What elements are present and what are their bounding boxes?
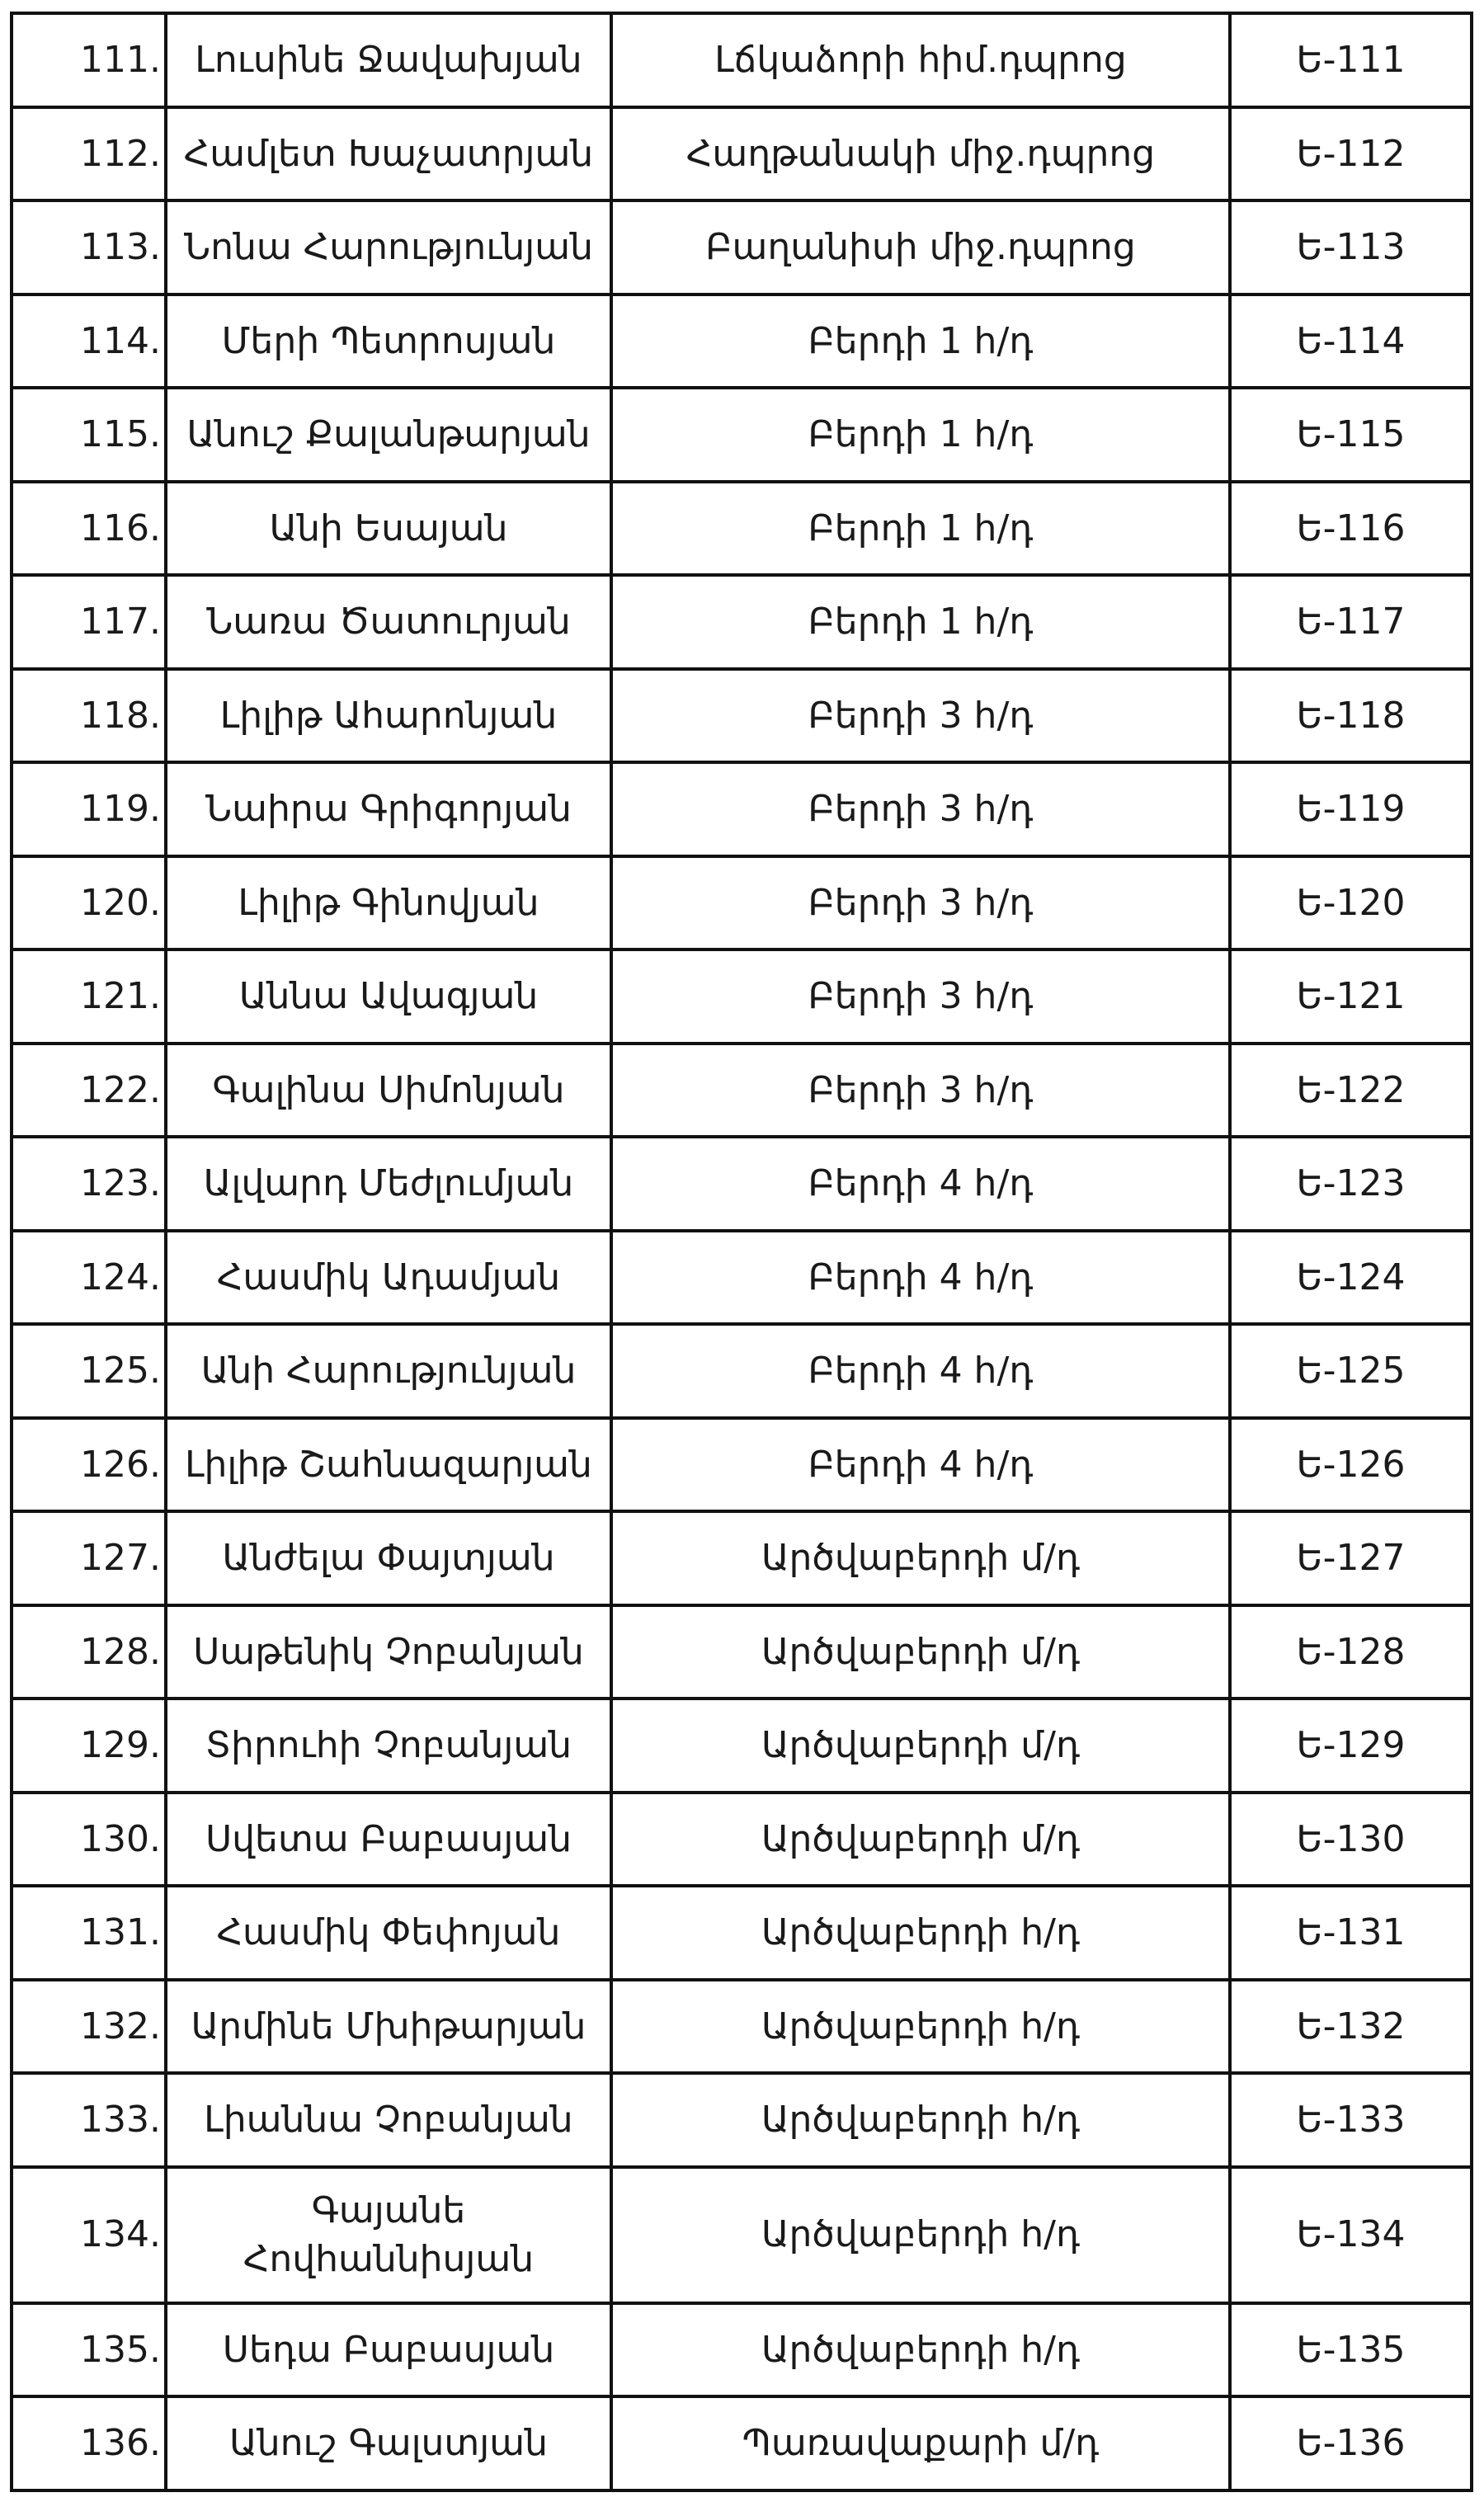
code-cell: Ե-116: [1230, 482, 1472, 576]
full-name-cell: Ալվարդ Մեժլումյան: [166, 1137, 611, 1231]
table-row: [12, 575, 1472, 669]
table-row: [12, 200, 1472, 294]
table-row: [12, 1418, 1472, 1512]
code-cell: Ե-126: [1230, 1418, 1472, 1512]
code-cell: Ե-119: [1230, 762, 1472, 856]
table-row: [12, 1137, 1472, 1231]
row-number-cell: 125.: [12, 1324, 166, 1418]
school-cell: Արծվաբերդի մ/դ: [611, 1605, 1230, 1699]
row-number-cell: 114.: [12, 294, 166, 389]
row-number-cell: 112.: [12, 107, 166, 201]
row-number-cell: 131.: [12, 1886, 166, 1980]
table-row: [12, 1231, 1472, 1325]
code-cell: Ե-134: [1230, 2167, 1472, 2303]
school-cell: Բերդի 4 հ/դ: [611, 1231, 1230, 1325]
code-cell: Ե-112: [1230, 107, 1472, 201]
full-name-cell: Սաթենիկ Չոբանյան: [166, 1605, 611, 1699]
table-row: [12, 482, 1472, 576]
row-number-cell: 126.: [12, 1418, 166, 1512]
row-number-cell: 120.: [12, 856, 166, 950]
full-name-cell: Սվետա Բաբասյան: [166, 1793, 611, 1887]
school-cell: Բերդի 1 հ/դ: [611, 388, 1230, 482]
row-number-cell: 127.: [12, 1511, 166, 1605]
full-name-cell: Լիաննա Չոբանյան: [166, 2073, 611, 2167]
school-cell: Արծվաբերդի հ/դ: [611, 2167, 1230, 2303]
school-cell: Բերդի 1 հ/դ: [611, 294, 1230, 389]
code-cell: Ե-111: [1230, 13, 1472, 107]
table-row: [12, 2167, 1472, 2303]
table-row: [12, 1886, 1472, 1980]
table-row: [12, 294, 1472, 389]
school-cell: Արծվաբերդի մ/դ: [611, 1793, 1230, 1887]
full-name-cell: Նոնա Հարությունյան: [166, 200, 611, 294]
table-row: [12, 949, 1472, 1044]
code-cell: Ե-123: [1230, 1137, 1472, 1231]
school-cell: Արծվաբերդի մ/դ: [611, 1699, 1230, 1793]
row-number-cell: 124.: [12, 1231, 166, 1325]
full-name-cell: Լիլիթ Գինովյան: [166, 856, 611, 950]
table-row: [12, 669, 1472, 763]
school-cell: Լճկաձորի հիմ.դպրոց: [611, 13, 1230, 107]
row-number-cell: 122.: [12, 1044, 166, 1138]
code-cell: Ե-125: [1230, 1324, 1472, 1418]
school-cell: Արծվաբերդի հ/դ: [611, 2303, 1230, 2397]
code-cell: Ե-127: [1230, 1511, 1472, 1605]
school-cell: Արծվաբերդի մ/դ: [611, 1511, 1230, 1605]
school-cell: Բերդի 1 հ/դ: [611, 575, 1230, 669]
full-name-cell: Արմինե Մխիթարյան: [166, 1980, 611, 2074]
code-cell: Ե-117: [1230, 575, 1472, 669]
row-number-cell: 129.: [12, 1699, 166, 1793]
full-name-cell: Աննա Ավագյան: [166, 949, 611, 1044]
code-cell: Ե-115: [1230, 388, 1472, 482]
full-name-cell: Անժելա Փայտյան: [166, 1511, 611, 1605]
full-name-cell: Անի Եսայան: [166, 482, 611, 576]
code-cell: Ե-135: [1230, 2303, 1472, 2397]
code-cell: Ե-132: [1230, 1980, 1472, 2074]
school-cell: Բերդի 3 հ/դ: [611, 949, 1230, 1044]
row-number-cell: 130.: [12, 1793, 166, 1887]
code-cell: Ե-131: [1230, 1886, 1472, 1980]
table-row: [12, 2303, 1472, 2397]
row-number-cell: 134.: [12, 2167, 166, 2303]
school-cell: Պառավաքարի մ/դ: [611, 2396, 1230, 2490]
code-cell: Ե-133: [1230, 2073, 1472, 2167]
code-cell: Ե-114: [1230, 294, 1472, 389]
row-number-cell: 133.: [12, 2073, 166, 2167]
full-name-cell: Անուշ Քալանթարյան: [166, 388, 611, 482]
row-number-cell: 136.: [12, 2396, 166, 2490]
full-name-cell: Նաիրա Գրիգորյան: [166, 762, 611, 856]
full-name-cell: Լուսինե Ջավախյան: [166, 13, 611, 107]
school-cell: Բերդի 3 հ/դ: [611, 669, 1230, 763]
full-name-cell: Լիլիթ Ահարոնյան: [166, 669, 611, 763]
school-cell: Բերդի 1 հ/դ: [611, 482, 1230, 576]
full-name-cell: Հասմիկ Ադամյան: [166, 1231, 611, 1325]
full-name-cell: Նառա Ծատուրյան: [166, 575, 611, 669]
row-number-cell: 121.: [12, 949, 166, 1044]
full-name-cell: Անի Հարությունյան: [166, 1324, 611, 1418]
full-name-cell: Անուշ Գալստյան: [166, 2396, 611, 2490]
code-cell: Ե-136: [1230, 2396, 1472, 2490]
table-body: [12, 13, 1472, 2490]
table-row: [12, 1980, 1472, 2074]
row-number-cell: 117.: [12, 575, 166, 669]
table-row: [12, 1044, 1472, 1138]
code-cell: Ե-121: [1230, 949, 1472, 1044]
school-cell: Բաղանիսի միջ.դպրոց: [611, 200, 1230, 294]
code-cell: Ե-130: [1230, 1793, 1472, 1887]
school-cell: Բերդի 3 հ/դ: [611, 762, 1230, 856]
full-name-cell: Լիլիթ Շահնազարյան: [166, 1418, 611, 1512]
code-cell: Ե-118: [1230, 669, 1472, 763]
table-row: [12, 762, 1472, 856]
table-row: [12, 856, 1472, 950]
table-row: [12, 1324, 1472, 1418]
code-cell: Ե-120: [1230, 856, 1472, 950]
table-row: [12, 2073, 1472, 2167]
participants-table: [10, 12, 1473, 2492]
table-row: [12, 1605, 1472, 1699]
row-number-cell: 111.: [12, 13, 166, 107]
row-number-cell: 135.: [12, 2303, 166, 2397]
row-number-cell: 119.: [12, 762, 166, 856]
row-number-cell: 118.: [12, 669, 166, 763]
school-cell: Բերդի 4 հ/դ: [611, 1137, 1230, 1231]
code-cell: Ե-122: [1230, 1044, 1472, 1138]
school-cell: Արծվաբերդի հ/դ: [611, 2073, 1230, 2167]
table-row: [12, 1699, 1472, 1793]
row-number-cell: 115.: [12, 388, 166, 482]
school-cell: Հաղթանակի միջ.դպրոց: [611, 107, 1230, 201]
code-cell: Ե-129: [1230, 1699, 1472, 1793]
code-cell: Ե-113: [1230, 200, 1472, 294]
school-cell: Արծվաբերդի հ/դ: [611, 1980, 1230, 2074]
full-name-cell: Տիրուհի Չոբանյան: [166, 1699, 611, 1793]
table-row: [12, 2396, 1472, 2490]
full-name-cell: Մերի Պետրոսյան: [166, 294, 611, 389]
code-cell: Ե-124: [1230, 1231, 1472, 1325]
school-cell: Բերդի 4 հ/դ: [611, 1324, 1230, 1418]
table-row: [12, 1511, 1472, 1605]
school-cell: Բերդի 4 հ/դ: [611, 1418, 1230, 1512]
table-row: [12, 388, 1472, 482]
full-name-cell: Գայանե Հովհաննիսյան: [166, 2167, 611, 2303]
school-cell: Բերդի 3 հ/դ: [611, 1044, 1230, 1138]
full-name-cell: Համլետ Խաչատրյան: [166, 107, 611, 201]
code-cell: Ե-128: [1230, 1605, 1472, 1699]
row-number-cell: 113.: [12, 200, 166, 294]
school-cell: Բերդի 3 հ/դ: [611, 856, 1230, 950]
row-number-cell: 123.: [12, 1137, 166, 1231]
school-cell: Արծվաբերդի հ/դ: [611, 1886, 1230, 1980]
row-number-cell: 132.: [12, 1980, 166, 2074]
row-number-cell: 128.: [12, 1605, 166, 1699]
table-row: [12, 1793, 1472, 1887]
full-name-cell: Սեդա Բաբասյան: [166, 2303, 611, 2397]
full-name-cell: Գալինա Սիմոնյան: [166, 1044, 611, 1138]
table-row: [12, 13, 1472, 107]
row-number-cell: 116.: [12, 482, 166, 576]
table-row: [12, 107, 1472, 201]
full-name-cell: Հասմիկ Փեփոյան: [166, 1886, 611, 1980]
